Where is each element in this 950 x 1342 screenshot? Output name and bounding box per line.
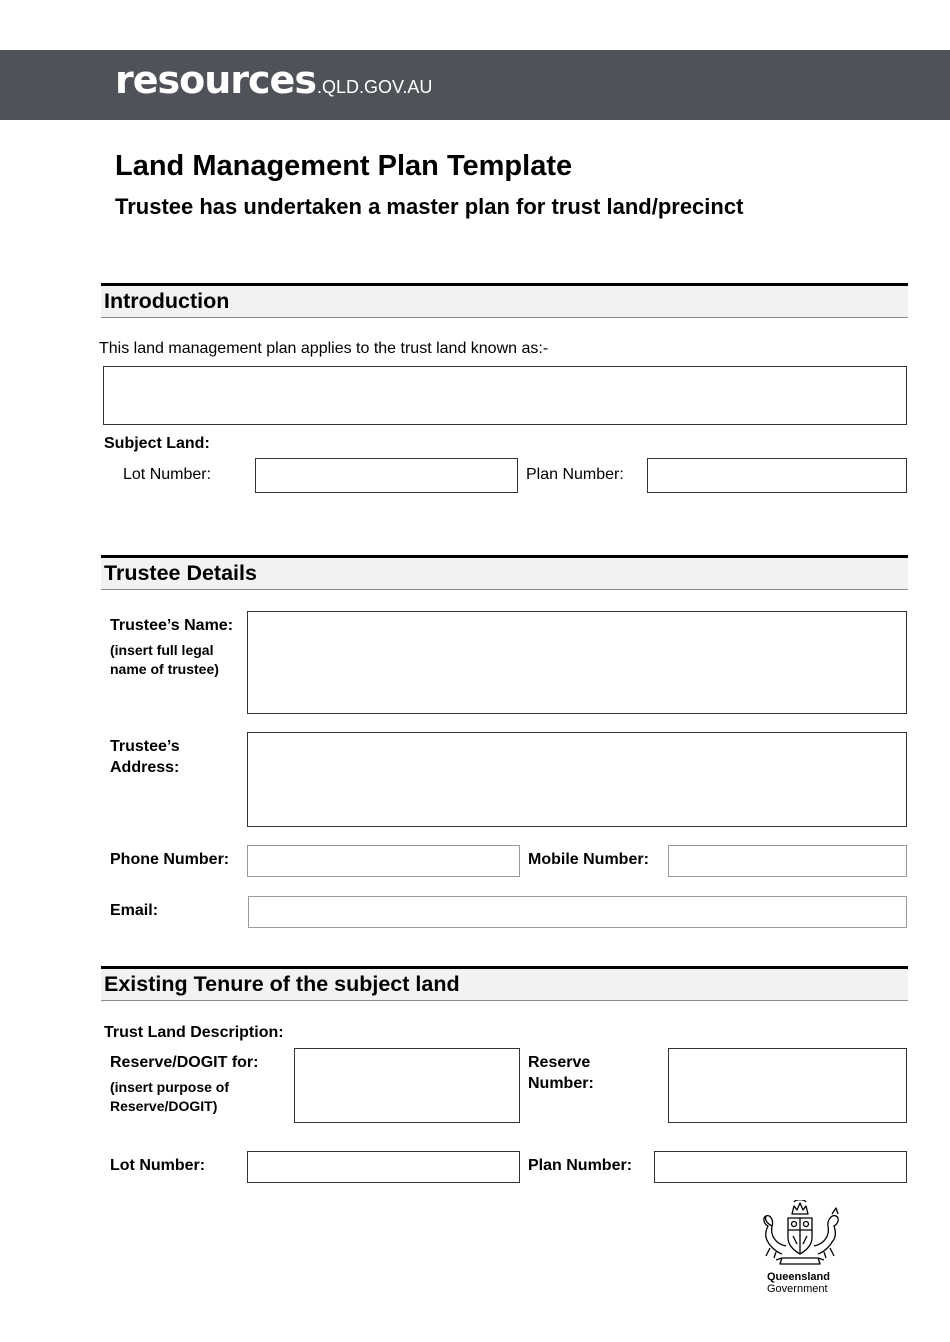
trust-land-description-label: Trust Land Description: (104, 1024, 284, 1041)
reserve-for-hint: (insert purpose of Reserve/DOGIT) (110, 1079, 230, 1114)
trust-land-name-input[interactable] (103, 366, 907, 425)
tenure-lot-number-input[interactable] (247, 1151, 520, 1183)
queensland-coat-of-arms-icon (758, 1200, 842, 1270)
queensland-government-name: Queensland (767, 1271, 830, 1283)
reserve-for-label: Reserve/DOGIT for: (110, 1054, 259, 1071)
document-subtitle: Trustee has undertaken a master plan for trust land/precinct (115, 194, 744, 219)
brand-main-text: resources (115, 58, 316, 102)
trustee-address-label-line1: Trustee’s (110, 738, 180, 755)
section-heading-text: Trustee Details (104, 561, 257, 585)
brand-domain-text: .QLD.GOV.AU (316, 77, 433, 97)
email-input[interactable] (248, 896, 907, 928)
intro-lot-number-label: Lot Number: (123, 466, 212, 483)
mobile-number-input[interactable] (668, 845, 907, 877)
reserve-number-input[interactable] (668, 1048, 907, 1123)
trustee-address-input[interactable] (247, 732, 907, 827)
section-heading-text: Existing Tenure of the subject land (104, 972, 460, 996)
reserve-for-input[interactable] (294, 1048, 520, 1123)
intro-text: This land management plan applies to the trust land known as:- (99, 340, 549, 357)
document-title: Land Management Plan Template (115, 150, 573, 182)
section-heading-trustee-details (101, 555, 908, 590)
phone-number-input[interactable] (247, 845, 520, 877)
intro-plan-number-input[interactable] (647, 458, 907, 493)
subject-land-label: Subject Land: (104, 435, 210, 452)
phone-number-label: Phone Number: (110, 851, 230, 868)
tenure-plan-number-input[interactable] (654, 1151, 907, 1183)
brand-logo (115, 58, 432, 102)
intro-plan-number-label: Plan Number: (526, 466, 624, 483)
mobile-number-label: Mobile Number: (528, 851, 649, 868)
trustee-name-hint: (insert full legal name of trustee) (110, 642, 219, 677)
tenure-plan-number-label: Plan Number: (528, 1157, 633, 1174)
queensland-government-sub: Government (767, 1283, 828, 1295)
tenure-lot-number-label: Lot Number: (110, 1157, 206, 1174)
section-heading-introduction (101, 283, 908, 318)
trustee-name-label: Trustee’s Name: (110, 617, 234, 634)
section-heading-text: Introduction (104, 289, 230, 313)
section-heading-existing-tenure (101, 966, 908, 1001)
email-label: Email: (110, 902, 159, 919)
reserve-number-label-line2: Number: (528, 1075, 594, 1092)
intro-lot-number-input[interactable] (255, 458, 518, 493)
trustee-name-input[interactable] (247, 611, 907, 714)
trustee-address-label-line2: Address: (110, 759, 180, 776)
reserve-number-label-line1: Reserve (528, 1054, 591, 1071)
